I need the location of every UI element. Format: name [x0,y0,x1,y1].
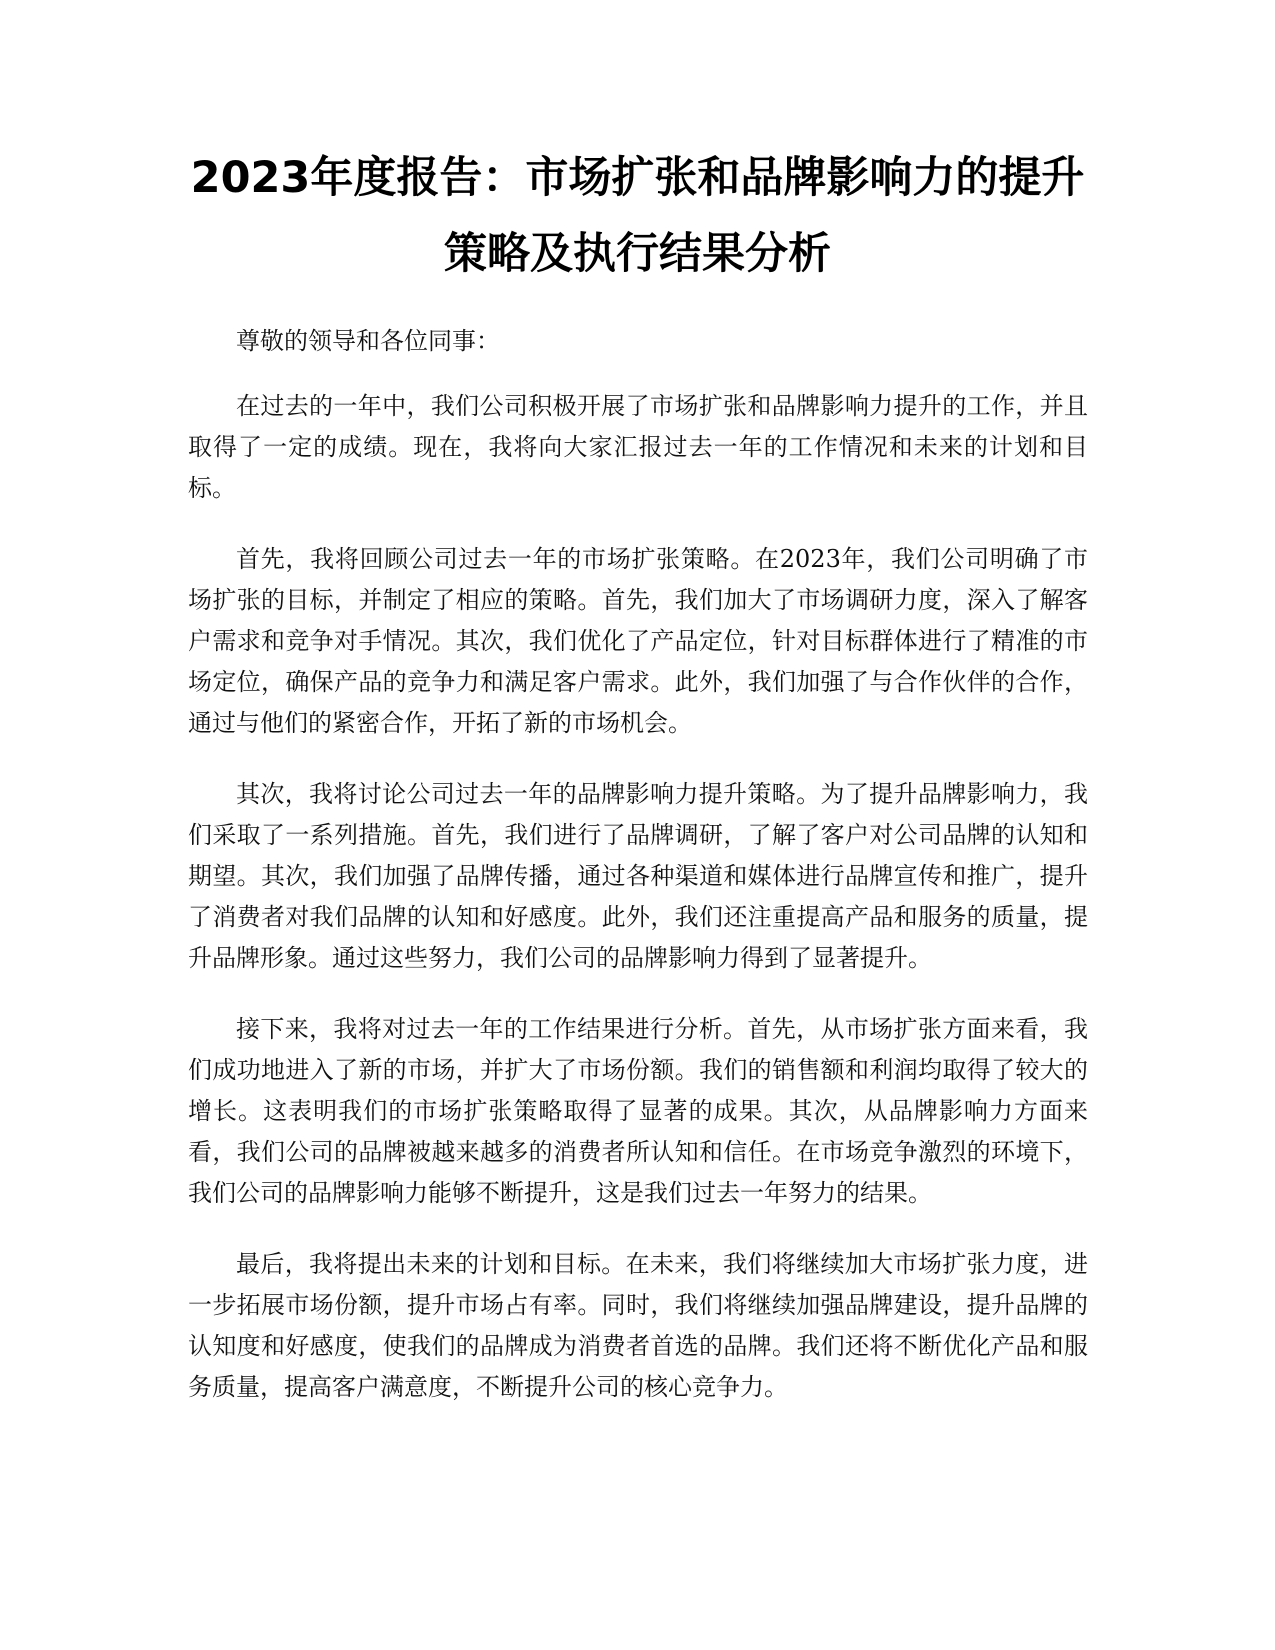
salutation-paragraph: 尊敬的领导和各位同事： [236,327,500,355]
results-analysis-paragraph: 接下来，我将对过去一年的工作结果进行分析。首先，从市场扩张方面来看，我们成功地进入了新的市场，并扩大了市场份额。我们的销售额和利润均取得了较大的增长。这表明我们的市场扩张策略取得了显著的成果。其次，从品牌影响力方面来看，我们公司的品牌被越来越多的消费者所认知和信任。在市场竞争激烈的环境下，我们公司的品牌影响力能够不断提升，这是我们过去一年努力的结果。 [188,1015,1088,1207]
document-body [188,321,1088,1438]
brand-influence-paragraph: 其次，我将讨论公司过去一年的品牌影响力提升策略。为了提升品牌影响力，我们采取了一系列措施。首先，我们进行了品牌调研，了解了客户对公司品牌的认知和期望。其次，我们加强了品牌传播，通过各种渠道和媒体进行品牌宣传和推广，提升了消费者对我们品牌的认知和好感度。此外，我们还注重提高产品和服务的质量，提升品牌形象。通过这些努力，我们公司的品牌影响力得到了显著提升。 [188,780,1088,972]
market-expansion-paragraph: 首先，我将回顾公司过去一年的市场扩张策略。在2023年，我们公司明确了市场扩张的目标，并制定了相应的策略。首先，我们加大了市场调研力度，深入了解客户需求和竞争对手情况。其次，我们优化了产品定位，针对目标群体进行了精准的市场定位，确保产品的竞争力和满足客户需求。此外，我们加强了与合作伙伴的合作，通过与他们的紧密合作，开拓了新的市场机会。 [188,545,1088,737]
document-title: 2023年度报告：市场扩张和品牌影响力的提升策略及执行结果分析 [190,153,1085,279]
intro-paragraph: 在过去的一年中，我们公司积极开展了市场扩张和品牌影响力提升的工作，并且取得了一定的成绩。现在，我将向大家汇报过去一年的工作情况和未来的计划和目标。 [188,392,1088,502]
future-plan-paragraph: 最后，我将提出未来的计划和目标。在未来，我们将继续加大市场扩张力度，进一步拓展市场份额，提升市场占有率。同时，我们将继续加强品牌建设，提升品牌的认知度和好感度，使我们的品牌成为消费者首选的品牌。我们还将不断优化产品和服务质量，提高客户满意度，不断提升公司的核心竞争力。 [188,1250,1088,1401]
